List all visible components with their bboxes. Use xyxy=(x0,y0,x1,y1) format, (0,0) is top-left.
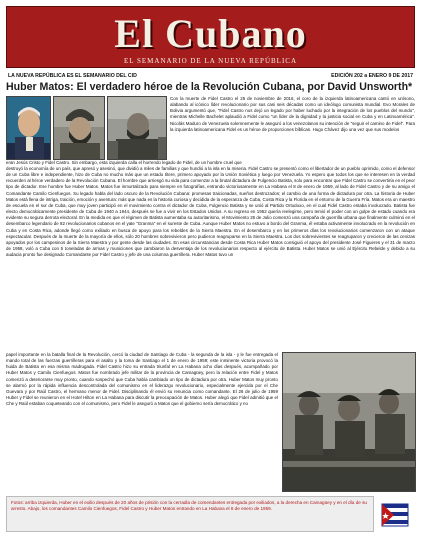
masthead-subtitle: EL SEMANARIO DE LA NUEVA REPÚBLICA xyxy=(123,57,298,65)
article-text-main: destruyó la economía de un país, que apresó y asesinó, que dividió a miles de familias y que hundió a la isla en la miseria. Fidel Castro se presentó como el libertador de un pueblo oprimido, como el defensor de un Cuba libre e independiente, hizo de Cuba no mucho más que un estado títere, primero apoyado por la Unión Soviética y luego por Venezuela. Yo espero que todos los que se interesen en la verdad recuerden al héroe verdadero de la Revolución Cubana. El hombre que arriesgó su vida para comenzar a la brutal dictadura de Fulgencio Batista, solo para encontrar que Fidel Castro se convertiría en el peor tipo de dictador. Ese hombre fue Huber Matos. Matos fue inmortalizado para siempre en fotografías, entrando victoriosamente en La Habana el 8 de enero de 1959, al lado de Fidel Castro y de su amigo el Comandante Camilo Cienfuegos. Su legado habla del lado oscuro de la Revolución Cubana: promesas traicionadas, sueños destrozados; el cambio de una forma de dictadura por otra. La historia de Huber Matos está llena de intriga, traición, emoción y aventura: más que nada es la historia curiosa y decidida de la esperanza de Cuba, Costa Rica y la Florida en el entorno de la Guerra Fría. Matos era un maestro de escuela en el sur de Cuba, que muy joven participó en el movimiento contra el dictador de Cuba, Fulgencio Batista y se unió al Partido Ortodoxo, en el cual Fidel Castro estaba involucrado. Batista fue electo democráticamente presidente de Cuba de 1940 a 1944, después se fue a vivir en los Estados Unidos. A su regreso en 1952 quería reelegirse, pero temió el poder con un golpe de estado cuando era evidente su segura derrota electoral. En la medida en que el régimen de Batista aumentaba su autoritarismo, el Movimiento 26 de Julio comenzó una campaña de guerrilla urbana que finalmente culminó en el desembarco legendario de 82 revolucionarios cubanos en el yate "Granma" en el sureste de Cuba. Aunque Huber Matos no estuvo a bordo del Granma, él estaba activamente involucrado en la revolución en Cuba y en Costa Rica, adonde llegó como exiliado en busca de apoyo para los rebeldes de la Sierra Maestra. En el desembarco y en los primeros días los revolucionarios comenzaron con un ataque espectacular. Después de la muerte de la mayoría de ellos, sólo 20 hombres sobrevivieron pero pudieron reagruparse en la Sierra Maestra. Los dos sobrevivientes se reagruparon y crecieron de las cenizas apoyados por los campesinos de la Sierra Maestra y por gente desde las ciudades. En esas circunstancias desde Costa Rica Huber Matos consiguió el apoyo del presidente José Figueres y el 31 de marzo de 1958, voló a Cuba con 5 toneladas de armas y municiones que cambiaron la desventaja de los revolucionarios respecto al ejército de Batista. Huber Matos se unió al Ejército Rebelde y debido a su audacia pronto fue designado Comandante por Fidel Castro y jefe de una columna guerrillera. Huber Matos tuvo un xyxy=(6,166,415,258)
issue-bar xyxy=(6,72,415,81)
photo-huber-exile xyxy=(6,96,51,160)
masthead xyxy=(6,6,415,68)
cid-flag-logo-icon xyxy=(380,498,410,532)
article-text-continued: eran Jesús Cristo y Fidel Castro. Sin embargo, esta izquierda calla el horrendo legado de Fidel, de un hombre cruel que xyxy=(6,160,242,165)
photo-huber-camaguey xyxy=(53,96,105,160)
publisher-line: LA NUEVA REPÚBLICA ES EL SEMANARIO DEL CID xyxy=(8,73,137,79)
article-text-intro: Con la muerte de Fidel Castro el 25 de noviembre de 2016, el coro de la izquierda latinoamericana cantó en unísono, alabando al icónico líder revolucionario por sus casi seis décadas como un ideólogo comunista mundial. Evo Morales de Bolivia argumentó que, "Fidel Castro nos dejó un legado por haber luchado por la integración de los pueblos del mundo", mientras Michelle Bachelet aplaudió a Fidel como "un líder de la dignidad y la justicia social en Cuba y en Latinoamérica". Nicolás Maduro de Venezuela solemnemente le aseguró a los venezolanos su intención de "seguir el camino de Fidel". Para la izquierda latinoamericana Fidel es un héroe de proporciones bíblicas. Hugo Chávez dijo una vez que sus modelos xyxy=(170,96,415,132)
article-text-lower: papel importante en la batalla final de la Revolución, cercó la ciudad de Santiago de Cuba - la segunda de la isla - y le fue entregada el mando total de las fuerzas guerrilleras para el asalto y la toma de Santiago el 1 de enero de 1959; este inminente victoria provocó la huida de Batista en esa misma madrugada. Fidel Castro hizo su entrada triunfal en La Habana ocho días después, acompañado por Huber Matos y Camilo Cienfuegos. Matos fue nombrado jefe militar de la provincia de Camagüey, pero la relación entre Fidel y Matos comenzó a deteriorarse muy pronto, cuando sospechó que Cuba había cambiado un tipo de dictadura por otra. Huber Matos muy pronto se alarmó por la rápida influencia descontrolada del comunismo en el liderazgo revolucionario, especialmente ejercida por el Che Guevara y por Raúl Castro, el hermano menor de Fidel. Disciplinando él envió su renuncia como comandante. El 26 de julio de 1959 Huber y Fidel se reunieron en el Hotel Hilton en La Habana para discutir la preocupación de Matos. Huber alegó que Fidel admitió que el Che y Raúl estaban coqueteando con el comunismo, pero Fidel le aseguró a Matos que el gobierno sería democrático y no xyxy=(6,352,278,407)
photo-caption: Fotos: arriba izquierda, Huber en el exilio después de 20 años de prisión con la cerradla de comendantes entregada por exiliados, a la derecha en Camagüey y en el día de su arresto. Abajo, los comandantes Camilo Cienfuegos, Fidel Castro y Huber Matos entrando en La Habana el 8 de enero de 1959. xyxy=(6,496,374,532)
edition-date: EDICIÓN 202 a ENERO 9 DE 2017 xyxy=(331,73,413,79)
photo-huber-arrest xyxy=(107,96,167,160)
photo-entry-havana xyxy=(282,352,416,492)
article-headline: Huber Matos: El verdadero héroe de la Revolución Cubana, por David Unsworth* xyxy=(6,81,413,93)
masthead-title: El Cubano xyxy=(114,11,307,56)
